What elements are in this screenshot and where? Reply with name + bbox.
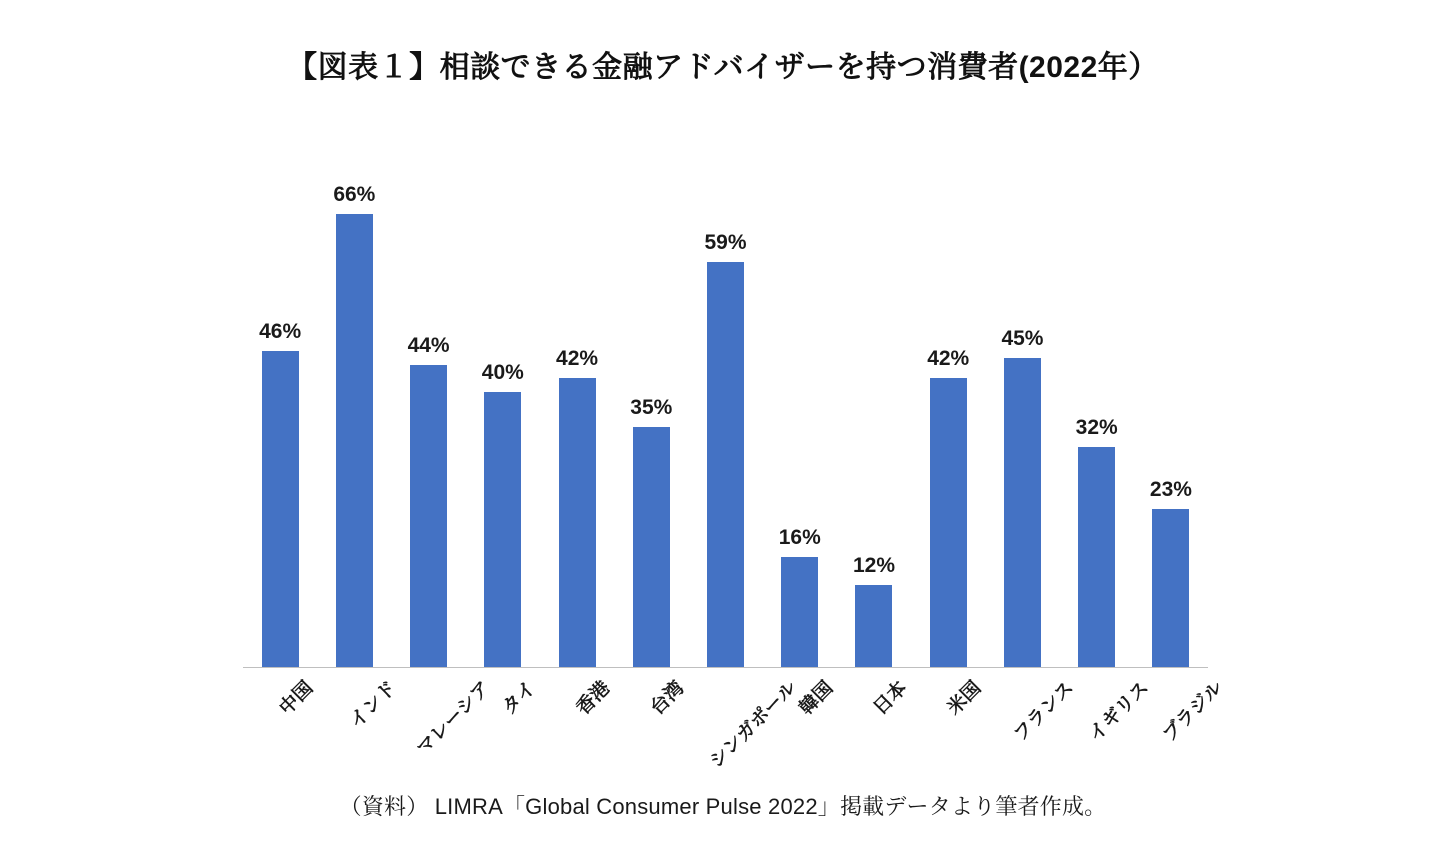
bar-value-label: 12% <box>852 553 895 577</box>
x-axis-tick <box>466 668 540 778</box>
x-axis-tick-label: 米国 <box>943 677 986 720</box>
x-axis-tick <box>243 668 317 778</box>
bar-value-label: 42% <box>556 347 599 371</box>
x-axis-tick-label: タイ <box>498 677 541 719</box>
bar-value-label: 42% <box>927 347 970 371</box>
bar-item <box>985 108 1059 667</box>
bar-rect <box>410 365 447 667</box>
bar-item <box>763 108 837 667</box>
bar-item <box>837 108 911 667</box>
x-axis-tick <box>391 668 495 778</box>
bar-item <box>466 108 540 667</box>
x-axis-tick-label: シンガポール <box>705 677 801 773</box>
x-axis-tick-label: 台湾 <box>646 677 689 720</box>
bar-rect <box>1004 358 1041 667</box>
bar-value-label: 35% <box>630 395 673 419</box>
bar-rect <box>781 557 818 667</box>
x-axis-tick <box>1060 668 1153 778</box>
bar-rect <box>559 378 596 667</box>
x-axis-tick-label: 中国 <box>275 677 318 720</box>
x-axis-tick-label: 香港 <box>572 677 615 720</box>
bar-rect <box>1152 509 1189 667</box>
bar-item <box>243 108 317 667</box>
source-note: （資料） LIMRA「Global Consumer Pulse 2022」掲載データより筆者作成。 <box>339 794 1107 819</box>
x-axis-tick-label: 韓国 <box>795 677 838 720</box>
x-axis-tick-label: 日本 <box>869 677 912 720</box>
bar-item <box>540 108 614 667</box>
bar-rect <box>707 262 744 667</box>
bar-rect <box>484 392 521 667</box>
bar-value-label: 23% <box>1149 477 1192 501</box>
bar-value-label: 16% <box>778 526 821 550</box>
chart-title: 【図表１】相談できる金融アドバイザーを持つ消費者(2022年） <box>287 51 1159 84</box>
x-axis-tick <box>837 668 911 778</box>
x-axis-tick-label: フランス <box>1010 677 1079 746</box>
bar-item <box>317 108 391 667</box>
bar-value-label: 59% <box>704 230 747 254</box>
bar-value-label: 32% <box>1075 416 1118 440</box>
bar-value-label: 40% <box>481 361 524 385</box>
x-axis-tick <box>688 668 801 778</box>
x-axis-tick-label: ブラジル <box>1158 677 1228 746</box>
x-axis-tick <box>1134 668 1228 778</box>
x-axis-tick <box>540 668 614 778</box>
bar-item <box>614 108 688 667</box>
x-axis-tick <box>763 668 837 778</box>
x-axis-tick <box>614 668 688 778</box>
bar-item <box>911 108 985 667</box>
bar-rect <box>1078 447 1115 667</box>
bar-series <box>243 108 1208 667</box>
x-axis-tick-label: マレーシア <box>412 677 495 760</box>
bar-value-label: 45% <box>1001 326 1044 350</box>
bar-item <box>391 108 465 667</box>
bar-rect <box>930 378 967 667</box>
plot-area <box>243 108 1208 668</box>
bar-value-label: 46% <box>259 319 302 343</box>
bar-rect <box>262 351 299 667</box>
x-axis-tick <box>985 668 1079 778</box>
bar-value-label: 44% <box>407 333 450 357</box>
bar-item <box>688 108 762 667</box>
bar-item <box>1134 108 1208 667</box>
x-axis-tick <box>911 668 985 778</box>
bar-rect <box>336 214 373 668</box>
bar-item <box>1060 108 1134 667</box>
x-axis-tick-label: イギリス <box>1084 677 1153 746</box>
x-axis-labels <box>243 668 1228 778</box>
x-axis-tick-label: インド <box>346 677 402 733</box>
bar-value-label: 66% <box>333 182 376 206</box>
x-axis-tick <box>317 668 402 778</box>
bar-rect <box>633 427 670 668</box>
bar-rect <box>855 585 892 667</box>
